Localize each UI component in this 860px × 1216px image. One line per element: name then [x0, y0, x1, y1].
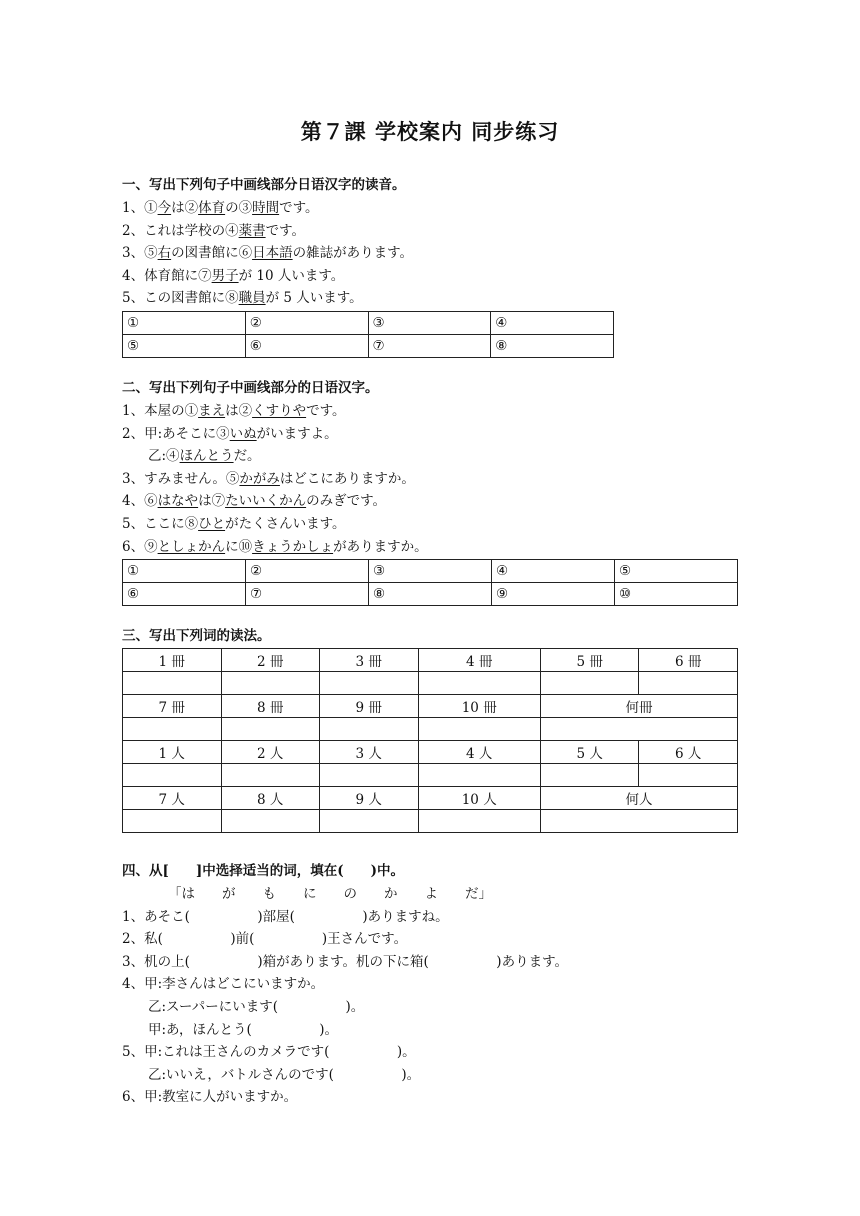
answer-cell[interactable]: [320, 718, 419, 741]
sentence-text: 1、①: [122, 200, 158, 216]
sentence-text: 2、甲:あそこに③: [122, 425, 230, 442]
sentence-text: の③: [225, 200, 253, 216]
underlined-term: ひと: [198, 515, 226, 532]
answer-cell[interactable]: [540, 718, 737, 741]
fill-in-question: 6、甲:教室に人がいますか。: [122, 1089, 298, 1106]
sentence-text: が 5 人います。: [265, 290, 363, 307]
answer-cell[interactable]: [320, 672, 419, 695]
underlined-term: としょかん: [157, 538, 226, 555]
answer-cell[interactable]: [540, 672, 639, 695]
section-1-line: [122, 265, 614, 288]
answer-cell[interactable]: [221, 810, 320, 833]
sentence-text: 3、⑤: [122, 245, 158, 262]
section-1-line: [122, 287, 614, 310]
cell-10-nin: 10 人: [418, 787, 540, 810]
underlined-term: 時間: [252, 200, 280, 216]
section-2-line: [122, 400, 738, 423]
sentence-text: は⑦: [198, 493, 226, 510]
answer-cell[interactable]: ⑨: [492, 583, 615, 606]
answer-cell[interactable]: ②: [246, 560, 369, 583]
answer-cell[interactable]: [123, 810, 222, 833]
answer-cell[interactable]: ③: [368, 311, 491, 334]
section-1-lines: [122, 197, 614, 310]
sentence-text: 1、本屋の①: [122, 403, 199, 419]
answer-cell[interactable]: ④: [492, 560, 615, 583]
page-title: 第７課 学校案内 同步练习: [300, 119, 560, 144]
answer-cell[interactable]: [221, 764, 320, 787]
section-4-lines: [122, 906, 568, 1109]
section-3: [122, 625, 738, 833]
section-2-heading: 二、写出下列句子中画线部分的日语汉字。: [122, 380, 379, 396]
cell-2-nin: 2 人: [221, 741, 320, 764]
section-1-answer-table: [122, 311, 614, 358]
answer-cell[interactable]: ⑤: [123, 334, 246, 357]
cell-10-satsu: 10 冊: [418, 695, 540, 718]
sentence-text: 2、これは学校の④: [122, 222, 239, 239]
underlined-term: 職員: [238, 290, 266, 307]
fill-in-question: 乙:スーパーにいます( )。: [148, 998, 365, 1015]
word-choices: 「は が も に の か よ だ」: [168, 886, 492, 902]
answer-cell[interactable]: [418, 672, 540, 695]
sentence-text: 5、この図書館に⑧: [122, 290, 239, 307]
underlined-term: くすりや: [252, 403, 307, 419]
answer-cell[interactable]: ⑥: [123, 583, 246, 606]
cell-7-satsu: 7 冊: [123, 695, 222, 718]
sentence-text: のみぎです。: [306, 493, 387, 510]
sentence-text: です。: [306, 403, 346, 419]
answer-cell[interactable]: [320, 764, 419, 787]
answer-cell[interactable]: [418, 718, 540, 741]
section-2-lines: [122, 400, 738, 558]
section-1-heading: 一、写出下列句子中画线部分日语汉字的读音。: [122, 177, 406, 193]
answer-cell[interactable]: [221, 672, 320, 695]
sentence-text: がいますよ。: [256, 425, 338, 442]
section-2-line: [122, 445, 738, 468]
sentence-text: はどこにありますか。: [279, 470, 415, 487]
underlined-term: 右: [157, 245, 172, 262]
fill-in-question: 1、あそこ( )部屋( )ありますね。: [122, 908, 449, 925]
cell-7-nin: 7 人: [123, 787, 222, 810]
sentence-text: です。: [265, 222, 306, 239]
answer-cell[interactable]: [639, 764, 738, 787]
section-2-line: [122, 513, 738, 536]
cell-4-satsu: 4 冊: [418, 649, 540, 672]
answer-cell[interactable]: ④: [491, 311, 614, 334]
fill-in-question: 4、甲:李さんはどこにいますか。: [122, 976, 325, 993]
section-2-answer-table: [122, 559, 738, 606]
cell-nan-satsu: 何冊: [540, 695, 737, 718]
sentence-text: は②: [225, 403, 253, 419]
cell-6-satsu: 6 冊: [639, 649, 738, 672]
answer-cell[interactable]: ⑥: [245, 334, 368, 357]
section-2: [122, 377, 738, 606]
answer-cell[interactable]: [418, 810, 540, 833]
underlined-term: いぬ: [229, 425, 257, 442]
section-1-line: [122, 242, 614, 265]
answer-cell[interactable]: ⑦: [368, 334, 491, 357]
answer-cell[interactable]: [418, 764, 540, 787]
sentence-text: だ。: [233, 448, 261, 465]
underlined-term: 薬書: [238, 222, 266, 239]
underlined-term: たいいくかん: [225, 493, 307, 510]
fill-in-question: 甲:あ，ほんとう( )。: [148, 1021, 339, 1038]
underlined-term: 日本語: [252, 245, 293, 262]
cell-9-nin: 9 人: [320, 787, 419, 810]
cell-5-nin: 5 人: [540, 741, 639, 764]
answer-cell[interactable]: [123, 672, 222, 695]
underlined-term: 今: [157, 200, 172, 216]
sentence-text: 5、ここに⑧: [122, 515, 199, 532]
sentence-text: の雑誌があります。: [292, 245, 414, 262]
cell-1-satsu: 1 冊: [123, 649, 222, 672]
sentence-text: 乙:④: [148, 448, 180, 465]
cell-8-nin: 8 人: [221, 787, 320, 810]
answer-cell[interactable]: [639, 672, 738, 695]
sentence-text: です。: [279, 200, 319, 216]
cell-9-satsu: 9 冊: [320, 695, 419, 718]
section-1-line: [122, 220, 614, 243]
underlined-term: まえ: [198, 403, 226, 419]
section-2-line: [122, 490, 738, 513]
answer-cell[interactable]: ①: [123, 560, 246, 583]
cell-2-satsu: 2 冊: [221, 649, 320, 672]
cell-8-satsu: 8 冊: [221, 695, 320, 718]
section-1: [122, 174, 614, 358]
answer-cell[interactable]: ⑤: [615, 560, 738, 583]
cell-5-satsu: 5 冊: [540, 649, 639, 672]
answer-cell[interactable]: [123, 764, 222, 787]
section-3-reading-table: [122, 648, 738, 833]
cell-nan-nin: 何人: [540, 787, 737, 810]
answer-cell[interactable]: [123, 718, 222, 741]
sentence-text: 6、⑨: [122, 538, 158, 555]
section-1-line: [122, 197, 614, 220]
answer-cell[interactable]: [540, 764, 639, 787]
section-2-line: [122, 423, 738, 446]
sentence-text: がたくさんいます。: [225, 515, 346, 532]
sentence-text: は②: [171, 200, 199, 216]
section-4-heading: 四、从[ ]中选择适当的词，填在( )中。: [122, 863, 405, 879]
underlined-term: はなや: [157, 493, 199, 510]
underlined-term: ほんとう: [179, 448, 234, 465]
sentence-text: に⑩: [225, 538, 253, 555]
answer-cell[interactable]: ⑧: [369, 583, 492, 606]
fill-in-question: 2、私( )前( )王さんです。: [122, 931, 408, 948]
sentence-text: の図書館に⑥: [171, 245, 253, 262]
answer-cell[interactable]: [221, 718, 320, 741]
fill-in-question: 3、机の上( )箱があります。机の下に箱( )あります。: [122, 953, 568, 970]
underlined-term: かがみ: [239, 470, 280, 487]
sentence-text: がありますか。: [333, 538, 428, 555]
sentence-text: 4、体育館に⑦: [122, 267, 212, 284]
answer-cell[interactable]: ⑧: [491, 334, 614, 357]
sentence-text: 4、⑥: [122, 493, 158, 510]
cell-1-nin: 1 人: [123, 741, 222, 764]
answer-cell[interactable]: ⑦: [246, 583, 369, 606]
section-3-heading: 三、写出下列词的读法。: [122, 628, 271, 644]
answer-cell[interactable]: [320, 810, 419, 833]
answer-cell[interactable]: ③: [369, 560, 492, 583]
cell-6-nin: 6 人: [639, 741, 738, 764]
sentence-text: 3、すみません。⑤: [122, 470, 240, 487]
answer-cell[interactable]: ②: [245, 311, 368, 334]
answer-cell[interactable]: ⑩: [615, 583, 738, 606]
fill-in-question: 乙:いいえ，バトルさんのです( )。: [148, 1066, 421, 1083]
answer-cell[interactable]: [540, 810, 737, 833]
section-4: [122, 860, 568, 1109]
cell-4-nin: 4 人: [418, 741, 540, 764]
cell-3-nin: 3 人: [320, 741, 419, 764]
underlined-term: 男子: [211, 267, 239, 284]
underlined-term: きょうかしょ: [252, 538, 334, 555]
underlined-term: 体育: [198, 200, 226, 216]
cell-3-satsu: 3 冊: [320, 649, 419, 672]
section-2-line: [122, 536, 738, 559]
answer-cell[interactable]: ①: [123, 311, 246, 334]
sentence-text: が 10 人います。: [238, 267, 345, 284]
fill-in-question: 5、甲:これは王さんのカメラです( )。: [122, 1044, 416, 1061]
section-2-line: [122, 468, 738, 491]
